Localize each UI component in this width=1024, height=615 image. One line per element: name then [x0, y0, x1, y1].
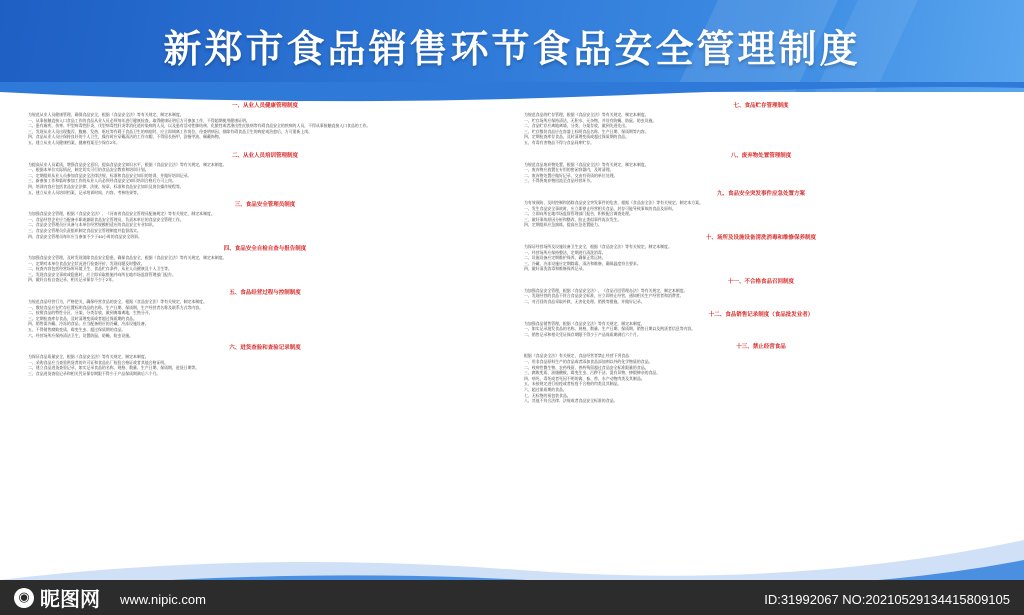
clause-text: 二、对召回的食品采取补救、无害化处理、销毁等措施，并做好记录。 — [524, 299, 645, 305]
clause-text: 二、设施设备应定期维护保养，确保正常运转。 — [524, 255, 606, 261]
clause-text: 五、不得销售腐败变质、霉变生虫、超过保质期的食品。 — [28, 327, 126, 333]
section-heading: 十二、食品销售记录制度（食品批发业者） — [708, 311, 814, 318]
clause-text: 为规范食品经营行为，严格把关，确保经营食品的安全，根据《食品安全法》等有关规定，制定本制度。 — [28, 299, 207, 305]
clause-text: 三、食品进货查验记录和相关凭证保存期限不得少于产品保质期满后六个月。 — [28, 371, 161, 376]
clause-text: 为加强食品安全管理，根据《食品安全法》、《食品召回管理办法》等有关规定，制定本制度。 — [524, 287, 688, 293]
clause-text: 二、检查内容包括经营场所环境卫生、食品贮存条件、从业人员健康及个人卫生等。 — [28, 266, 172, 272]
clause-text: 三、做好事故原因分析和整改，防止类似事件再次发生。 — [524, 216, 622, 222]
clause-text: 为规范食品废弃物处置，根据《食品安全法》等有关规定，制定本制度。 — [524, 161, 649, 167]
left-column — [28, 96, 502, 566]
section-heading: 九、食品安全突发事件应急处置方案 — [716, 190, 805, 197]
clause-text: 为有效预防、及时控制和消除食品安全突发事件的危害，根据《食品安全法》等有关规定，制定本方案。 — [524, 199, 703, 205]
clause-text: 为加强食品安全管理，根据《食品安全法》、《河南省食品安全管理员配备规定》等有关规定，制定本制度。 — [28, 211, 215, 217]
clause-text: 为提高从业人员素质，增强食品安全意识，提高食品安全知识水平，根据《食品安全法》等有关规定，制定本制度。 — [28, 161, 227, 167]
right-column — [524, 96, 998, 566]
clause-text: 为加强食品销售管理，根据《食品安全法》等有关规定，制定本制度。 — [524, 320, 645, 326]
clause-text: 四、做好自检自查记录，相关记录保存不少于2年。 — [28, 277, 117, 283]
clause-text: 五、建立从业人员健康档案，健康档案至少保存2年。 — [28, 139, 120, 145]
clause-text: 一、发生食品安全事故时，应立即停止经营相关食品，封存可能导致事故的食品及原料。 — [524, 205, 676, 211]
clause-text: 三、发现从业人员出现腹泻、腹痛、发热、呕吐等有碍于食品卫生的病症时，应立即调离工作岗位，待查明病因、排除有碍食品卫生的病症或治愈后，方可重新上岗。 — [28, 128, 313, 134]
logo-text: 昵图网 — [40, 587, 100, 611]
watermark-logo — [14, 583, 100, 612]
clause-text: 二、按照食品的特性分区、分架、分类存放，做到离墙离地，生熟分开。 — [28, 310, 153, 316]
watermark-id: ID:31992067 NO:20210529134415809105 — [764, 592, 1010, 607]
clause-text: 三、新参加工作和临时参加工作的从业人员必须经食品安全知识培训合格后方可上岗。 — [28, 178, 176, 184]
clause-text: 一、经营场所应保持整洁，定期进行清洗消毒。 — [524, 249, 606, 255]
section-heading: 一、从业人员健康管理制度 — [231, 103, 298, 109]
clause-text: 为加强食品安全管理，及时发现消除食品安全隐患，确保食品安全，根据《食品安全法》等有关规定，制定本制度。 — [28, 255, 227, 261]
clause-text: 二、废弃物处置应做好记录，交由有资质的单位处理。 — [524, 172, 618, 178]
clause-text: 一、散装食品应在贮存位置标明食品的名称、生产日期、保质期、生产经营者名称及联系方式等内容。 — [28, 304, 204, 310]
clause-text: 六、超过保质期的食品。 — [524, 387, 567, 392]
clause-text: 一、食品经营企业应当配备专职或兼职食品安全管理员，负责本单位的食品安全管理工作。 — [28, 216, 184, 222]
section-heading: 三、食品安全管理员制度 — [234, 202, 296, 209]
clause-text: 一、如实记录批发食品的名称、规格、数量、生产日期、保质期、销售日期以及购货者信息等内容。 — [524, 326, 696, 332]
clause-text: 二、食品贮存应离地离墙，分类、分架存放，做到先进先出。 — [524, 123, 630, 129]
clause-text: 一、贮存场所应保持清洁，无积水、无杂物，并设有防蝇、防鼠、防虫设施。 — [524, 117, 657, 123]
clause-text: 三、不得将废弃物回流至食品经营环节。 — [524, 178, 595, 184]
clause-text: 一、废弃物应放置在专用的密闭容器内，及时清理。 — [524, 167, 614, 173]
section-heading: 六、进货查验和查验记录制度 — [229, 345, 301, 352]
clause-text: 五、未按规定进行检疫或者检疫不合格的肉类及其制品。 — [524, 381, 622, 387]
clause-text: 三、腐败变质、油脂酸败、霉变生虫、污秽不洁、混有异物、掺假掺杂的食品。 — [524, 370, 661, 376]
section-heading: 十、场所及设施设备清洗消毒和维修保养制度 — [705, 234, 816, 241]
clause-text: 三、定期检查库存食品，及时清理变质或者超过保质期的食品。 — [28, 315, 137, 321]
clause-text: 根据《食品安全法》有关规定，食品经营者禁止经营下列食品： — [524, 353, 633, 359]
section-heading: 二、从业人员培训管理制度 — [231, 152, 298, 159]
section-heading: 十一、不合格食品召回制度 — [727, 278, 794, 285]
clause-text: 三、贮存散装食品应在容器上标明食品名称、生产日期、保质期等内容。 — [524, 128, 649, 134]
title-banner — [0, 0, 1024, 92]
clause-text: 一、发现经营的食品不符合食品安全标准，应立即停止经营，通知相关生产经营者和消费者。 — [524, 293, 684, 299]
clause-text: 八、其他不符合法律、法规或者食品安全标准的食品。 — [524, 398, 618, 404]
clause-text: 四、做好清洗消毒和维修保养记录。 — [524, 266, 587, 272]
clause-text: 二、立即向所在地市场监督管理部门报告，积极配合调查处理。 — [524, 211, 633, 217]
clause-text: 四、培训内容应包括食品安全法律、法规、规章、标准和食品安全知识及岗位操作规程等。 — [28, 183, 184, 189]
clause-text: 四、食品从业人员应保持良好的个人卫生，操作时应穿戴清洁的工作衣帽，不得留长指甲、涂指甲油、佩戴饰物。 — [28, 134, 223, 140]
section-heading: 七、食品贮存管理制度 — [733, 103, 789, 109]
clause-text: 四、食品安全管理员每年应当参加不少于40小时的食品安全培训。 — [28, 233, 142, 239]
section-heading: 四、食品安全自检自查与报告制度 — [223, 246, 307, 253]
clause-text: 为保证经营场所及设施设备卫生安全，根据《食品安全法》等有关规定，制定本制度。 — [524, 243, 672, 249]
clause-text: 二、销售记录和相关凭证保存期限不得少于产品保质期满后六个月。 — [524, 331, 641, 337]
clause-text: 二、致病性微生物、农药残留、兽药残留超过食品安全标准限量的食品。 — [524, 364, 649, 370]
clause-text: 七、无标签的预包装食品。 — [524, 392, 571, 398]
clause-text: 为规范从业人员健康管理，确保食品安全，根据《食品安全法》等有关规定，制定本制度。 — [28, 112, 184, 117]
clause-text: 为保证食品质量安全，根据《食品安全法》等有关规定，制定本制度。 — [28, 354, 149, 360]
clause-text: 二、患有痢疾、伤寒、甲型病毒性肝炎、戊型病毒性肝炎等消化道传染病的人员，以及患有活动性肺结核、化脓性或者渗出性皮肤病等有碍食品安全的疾病的人员，不得从事接触直接入口食品的工作。 — [28, 123, 371, 129]
clause-text: 三、冷藏、冷冻设施应定期除霜、清洁和维修，确保温度符合要求。 — [524, 260, 641, 266]
logo-icon: ◉ — [14, 588, 34, 608]
clause-text: 一、采购食品应当查验供货者的许可证和食品出厂检验合格证或者其他合格证明。 — [28, 359, 169, 365]
clause-text: 四、定期检查库存食品，及时清理变质或超过保质期的食品。 — [524, 134, 630, 140]
clause-text: 一、定期对本单位食品安全状况进行检查评价，发现问题及时整改。 — [28, 260, 145, 266]
section-heading: 五、食品经营过程与控制制度 — [229, 290, 301, 297]
section-heading: 十三、禁止经营食品 — [736, 344, 786, 351]
clause-text: 五、有毒有害物品不得与食品同库贮存。 — [524, 139, 595, 145]
clause-text: 三、发现食品安全事故或隐患时，应立即采取措施并向所在地市场监督管理部门报告。 — [28, 271, 176, 277]
clause-text: 四、销售需冷藏、冷冻的食品，应当配备相应的冷藏、冷冻设施设备。 — [28, 321, 149, 327]
watermark-site: www.nipic.com — [120, 592, 206, 607]
clause-text: 五、建立从业人员培训档案，记录培训时间、内容、考核结果等。 — [28, 189, 141, 195]
page-title: 新郑市食品销售环节食品安全管理制度 — [163, 27, 861, 71]
clause-text: 二、建立食品进货查验记录，如实记录食品的名称、规格、数量、生产日期、保质期、进货日期等。 — [28, 365, 200, 371]
clause-text: 二、定期组织从业人员参加食品安全法律法规、标准和食品安全知识的培训，并做好培训记录。 — [28, 172, 192, 178]
clause-text: 一、用非食品原料生产的食品或者添加食品添加剂以外的化学物质的食品。 — [524, 359, 653, 365]
clause-text: 一、从事接触直接入口食品工作的食品从业人员必须每年进行健康检查，取得健康证明后方可参加工作，不得超期使用健康证明。 — [28, 117, 250, 123]
clause-text: 六、经营场所应保持清洁卫生，设置防鼠、防蝇、防虫设施。 — [28, 332, 134, 338]
clause-text: 四、病死、毒死或者死因不明的禽、畜、兽、水产动物肉类及其制品。 — [524, 375, 645, 381]
document-body — [28, 96, 998, 566]
clause-text: 二、食品安全管理员应具备与本单位经营规模相适应的食品安全专业知识。 — [28, 222, 157, 228]
clause-text: 为规范食品的贮存管理，根据《食品安全法》等有关规定，制定本制度。 — [524, 112, 649, 117]
section-heading: 八、废弃物处置管理制度 — [730, 152, 792, 159]
clause-text: 三、食品安全管理员负责组织制定食品安全管理制度并监督落实。 — [28, 227, 141, 233]
clause-text: 四、定期组织应急演练，提高应急处置能力。 — [524, 222, 602, 228]
clause-text: 一、根据本单位实际情况，制定切实可行的食品安全教育和培训计划。 — [28, 167, 149, 173]
